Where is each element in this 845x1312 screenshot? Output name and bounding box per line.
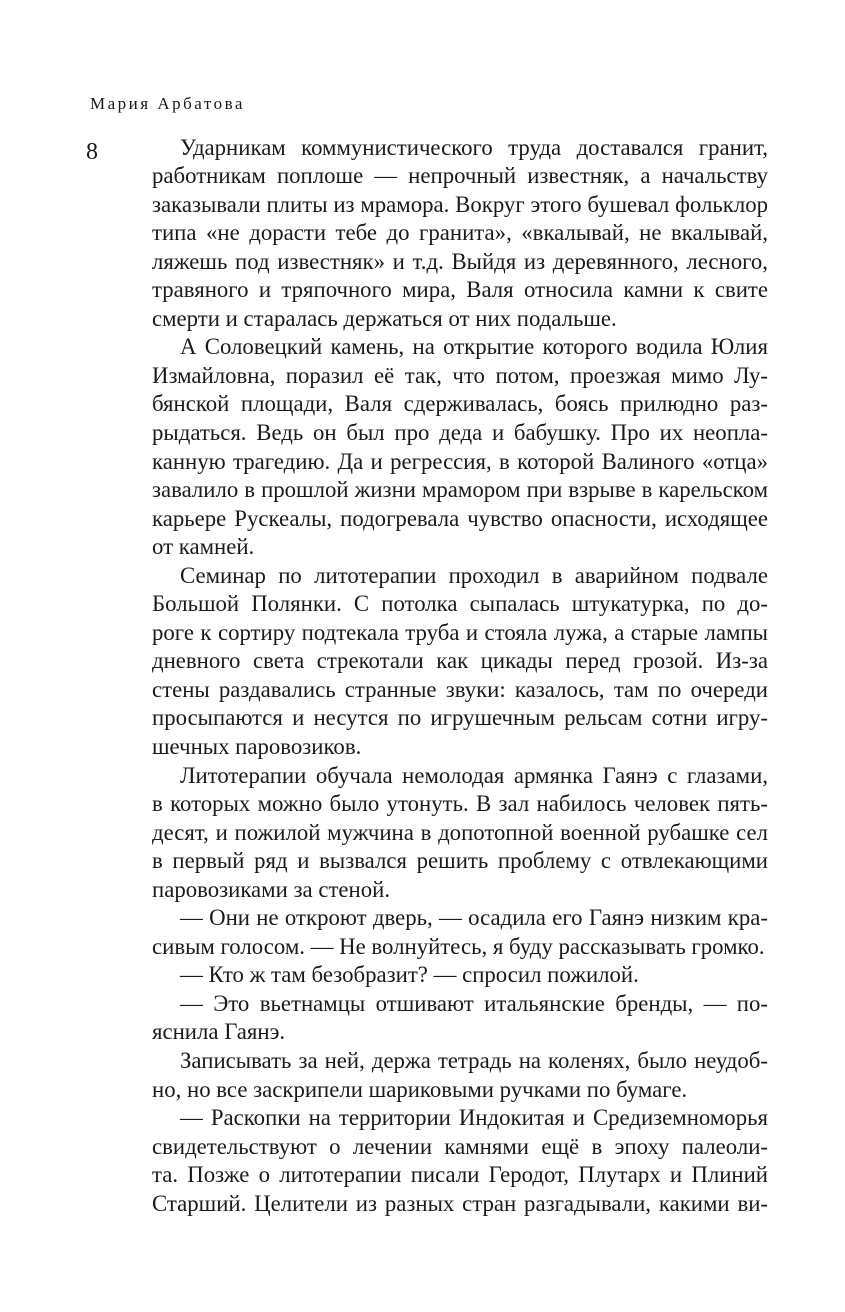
text-line: яснила Гаянэ. — [152, 1019, 286, 1045]
paragraph-4 — [152, 762, 768, 905]
text-line: но, но все заскрипели шариковыми ручками по бумаге. — [152, 1076, 688, 1102]
text-line: травяного и тряпочного мира, Валя относила камни к свите — [152, 277, 768, 303]
text-line: Большой Полянки. С потолка сыпалась штукатурка, по до- — [152, 591, 768, 617]
text-line: А Соловецкий камень, на открытие которого водила Юлия — [180, 334, 768, 360]
page-number: 8 — [86, 139, 98, 165]
paragraph-5 — [152, 904, 768, 961]
text-line: та. Позже о литотерапии писали Геродот, Плутарх и Плиний — [152, 1162, 768, 1188]
text-line: в первый ряд и вызвался решить проблему с отвлекающими — [152, 848, 768, 874]
text-line: работникам поплоше — непрочный известняк, а начальству — [152, 163, 768, 189]
text-line: Записывать за ней, держа тетрадь на коленях, было неудоб- — [180, 1048, 768, 1073]
text-line: карьере Рускеалы, подогревала чувство опасности, исходящее — [152, 505, 768, 531]
text-line: от камней. — [152, 534, 255, 560]
text-line: сивым голосом. — Не волнуйтесь, я буду рассказывать громко. — [152, 933, 765, 959]
text-line: завалило в прошлой жизни мрамором при взрыве в карельском — [152, 477, 768, 503]
text-line: ляжешь под известняк» и т.д. Выйдя из деревянного, лесного, — [152, 248, 768, 274]
text-line: стены раздавались странные звуки: казалось, там по очереди — [152, 676, 768, 702]
text-line: — Они не откроют дверь, — осадила его Гаянэ низким кра- — [180, 905, 768, 931]
text-line: — Кто ж там безобразит? — спросил пожилой. — [180, 962, 639, 988]
text-line: Семинар по литотерапии проходил в аварийном подвале — [180, 562, 768, 588]
text-line: — Раскопки на территории Индокитая и Средиземноморья — [180, 1105, 768, 1131]
text-line: десят, и пожилой мужчина в допотопной военной рубашке сел — [152, 819, 768, 845]
text-line: просыпаются и несутся по игрушечным рельсам сотни игру- — [152, 705, 768, 731]
paragraph-1 — [152, 134, 768, 334]
text-line: роге к сортиру подтекала труба и стояла лужа, а старые лампы — [152, 619, 768, 645]
text-line: Ударникам коммунистического труда доставался гранит, — [180, 134, 768, 160]
text-line: типа «не дорасти тебе до гранита», «вкалывай, не вкалывай, — [152, 220, 768, 246]
text-line: в которых можно было утонуть. В зал набилось человек пять- — [152, 791, 768, 817]
body-text — [152, 134, 768, 1219]
paragraph-9 — [152, 1104, 768, 1218]
text-line: дневного света стрекотали как цикады перед грозой. Из-за — [152, 648, 768, 674]
text-line: паровозиками за стеной. — [152, 876, 391, 902]
text-line: шечных паровозиков. — [152, 733, 362, 759]
running-head: Мария Арбатова — [90, 94, 245, 113]
text-line: бянской площади, Валя сдерживалась, боясь прилюдно раз- — [152, 391, 768, 417]
text-line: Старший. Целители из разных стран разгадывали, какими ви- — [152, 1190, 768, 1216]
paragraph-7 — [152, 990, 768, 1047]
paragraph-3 — [152, 562, 768, 762]
text-line: — Это вьетнамцы отшивают итальянские бренды, — по- — [180, 990, 768, 1016]
text-line: смерти и старалась держаться от них подальше. — [152, 305, 617, 331]
text-line: Литотерапии обучала немолодая армянка Гаянэ с глазами, — [180, 762, 768, 788]
paragraph-6 — [152, 961, 768, 990]
text-line: свидетельствуют о лечении камнями ещё в эпоху палеоли- — [152, 1133, 768, 1159]
text-line: рыдаться. Ведь он был про деда и бабушку. Про их неопла- — [152, 419, 768, 445]
text-line: заказывали плиты из мрамора. Вокруг этого бушевал фольклор — [152, 191, 768, 217]
paragraph-8 — [152, 1047, 768, 1104]
text-line: Измайловна, поразил её так, что потом, проезжая мимо Лу- — [152, 362, 768, 388]
text-line: канную трагедию. Да и регрессия, в которой Валиного «отца» — [152, 448, 768, 474]
paragraph-2 — [152, 333, 768, 561]
